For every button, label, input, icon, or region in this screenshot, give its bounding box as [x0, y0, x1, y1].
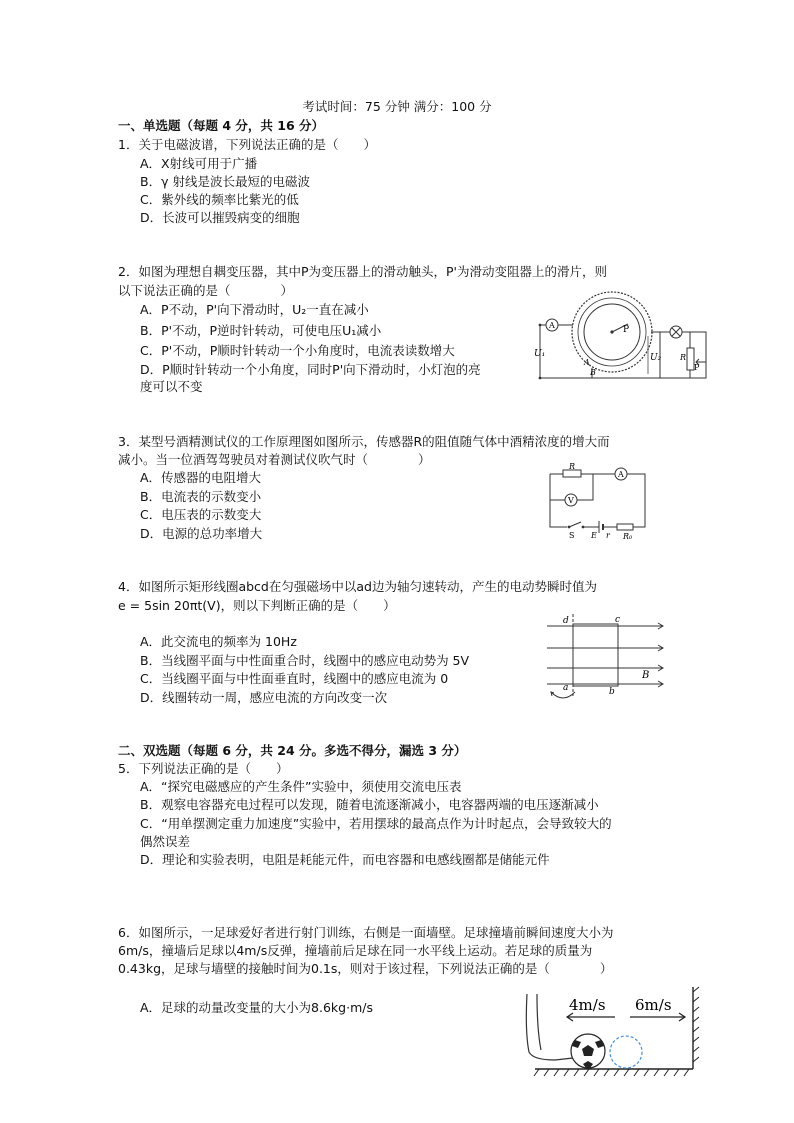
- ammeter-label: A: [618, 470, 624, 479]
- section-single-choice: 一、单选题（每题 4 分，共 16 分）: [118, 118, 325, 133]
- corner-b-label: b: [609, 687, 615, 697]
- q4-option-a: A．此交流电的频率为 10Hz: [140, 634, 297, 649]
- alcohol-tester-circuit: [545, 462, 655, 542]
- r0-label: R₀: [623, 532, 633, 541]
- switch-label: S: [569, 531, 575, 540]
- football-wall-diagram: [515, 982, 700, 1080]
- u2-label: U₂: [650, 353, 662, 363]
- q1-option-d: D．长波可以摧毁病变的细胞: [140, 210, 300, 225]
- q3-stem-line1: 3．某型号酒精测试仪的工作原理图如图所示，传感器R的阻值随气体中酒精浓度的增大而: [118, 434, 610, 449]
- q3-option-d: D．电源的总功率增大: [140, 526, 263, 541]
- voltmeter-label: V: [568, 496, 574, 505]
- incoming-speed-label: 6m/s: [635, 996, 672, 1014]
- q2-option-c: C．P'不动，P顺时针转动一个小角度时，电流表读数增大: [140, 343, 455, 358]
- q2-option-d-line2: 度可以不变: [140, 379, 203, 394]
- exam-info: 考试时间：75 分钟 满分：100 分: [302, 99, 492, 114]
- emf-label: E: [591, 531, 597, 540]
- sensor-r-label: R: [569, 462, 576, 471]
- u1-label: U₁: [534, 349, 546, 359]
- rheostat-r-label: R: [680, 353, 687, 362]
- field-b-label: B: [642, 670, 650, 681]
- q4-option-c: C．当线圈平面与中性面垂直时，线圈中的感应电流为 0: [140, 671, 449, 686]
- q4-stem-line1: 4．如图所示矩形线圈abcd在匀强磁场中以ad边为轴匀速转动，产生的电动势瞬时值为: [118, 579, 597, 594]
- q1-option-c: C．紫外线的频率比紫光的低: [140, 192, 299, 207]
- q5-option-b: B．观察电容器充电过程可以发现，随着电流逐渐减小，电容器两端的电压逐渐减小: [140, 797, 599, 812]
- ammeter-label: A: [549, 321, 555, 330]
- q3-option-c: C．电压表的示数变大: [140, 507, 262, 522]
- q4-option-b: B．当线圈平面与中性面重合时，线圈中的感应电动势为 5V: [140, 653, 470, 668]
- terminal-a-label: A: [584, 358, 590, 367]
- q1-stem: 1．关于电磁波谱，下列说法正确的是（ ）: [118, 137, 376, 152]
- q4-option-d: D．线圈转动一周，感应电流的方向改变一次: [140, 690, 388, 705]
- section-double-choice: 二、双选题（每题 6 分，共 24 分。多选不得分，漏选 3 分）: [118, 743, 467, 758]
- q4-stem-line2: e = 5sin 20πt(V)，则以下判断正确的是（ ）: [118, 598, 396, 613]
- q2-option-d-line1: D．P顺时针转动一个小角度，同时P'向下滑动时，小灯泡的亮: [140, 362, 481, 377]
- q3-option-a: A．传感器的电阻增大: [140, 470, 262, 485]
- q2-option-a: A．P不动，P'向下滑动时，U₂一直在减小: [140, 302, 369, 317]
- q6-stem-line2: 6m/s，撞墙后足球以4m/s反弹，撞墙前后足球在同一水平线上运动。若足球的质量为: [118, 943, 593, 958]
- transformer-diagram: [530, 290, 730, 390]
- q3-option-b: B．电流表的示数变小: [140, 489, 262, 504]
- corner-a-label: a: [563, 683, 569, 693]
- terminal-b-label: B: [590, 368, 596, 377]
- internal-r-label: r: [606, 531, 610, 540]
- corner-d-label: d: [563, 616, 569, 626]
- corner-c-label: c: [615, 615, 621, 625]
- q6-stem-line1: 6．如图所示，一足球爱好者进行射门训练，右侧是一面墙壁。足球撞墙前瞬间速度大小为: [118, 925, 614, 940]
- q1-option-b: B．γ 射线是波长最短的电磁波: [140, 174, 310, 189]
- q5-option-d: D．理论和实验表明，电阻是耗能元件，而电容器和电感线圈都是储能元件: [140, 852, 550, 867]
- q5-option-c-line2: 偶然误差: [140, 834, 191, 849]
- q2-option-b: B．P'不动，P逆时针转动，可使电压U₁减小: [140, 323, 382, 338]
- q6-stem-line3: 0.43kg，足球与墙壁的接触时间为0.1s，则对于该过程，下列说法正确的是（ ）: [118, 961, 613, 976]
- q5-option-c-line1: C．“用单摆测定重力加速度”实验中，若用摆球的最高点作为计时起点，会导致较大的: [140, 816, 612, 831]
- q2-stem-line2: 以下说法正确的是（ ）: [118, 283, 294, 298]
- q1-option-a: A．X射线可用于广播: [140, 156, 258, 171]
- q5-option-a: A．“探究电磁感应的产生条件”实验中，须使用交流电压表: [140, 779, 462, 794]
- q5-stem: 5．下列说法正确的是（ ）: [118, 761, 289, 776]
- rebound-speed-label: 4m/s: [569, 996, 606, 1014]
- q3-stem-line2: 减小。当一位酒驾驾驶员对着测试仪吹气时（ ）: [118, 452, 431, 467]
- q6-option-a: A．足球的动量改变量的大小为8.6kg·m/s: [140, 1000, 373, 1015]
- slider-p-label: P: [623, 325, 630, 335]
- coil-magnetic-field-diagram: [545, 612, 670, 707]
- q2-stem-line1: 2．如图为理想自耦变压器，其中P为变压器上的滑动触头，P'为滑动变阻器上的滑片，则: [118, 264, 607, 279]
- rheostat-p-label: P: [694, 363, 700, 372]
